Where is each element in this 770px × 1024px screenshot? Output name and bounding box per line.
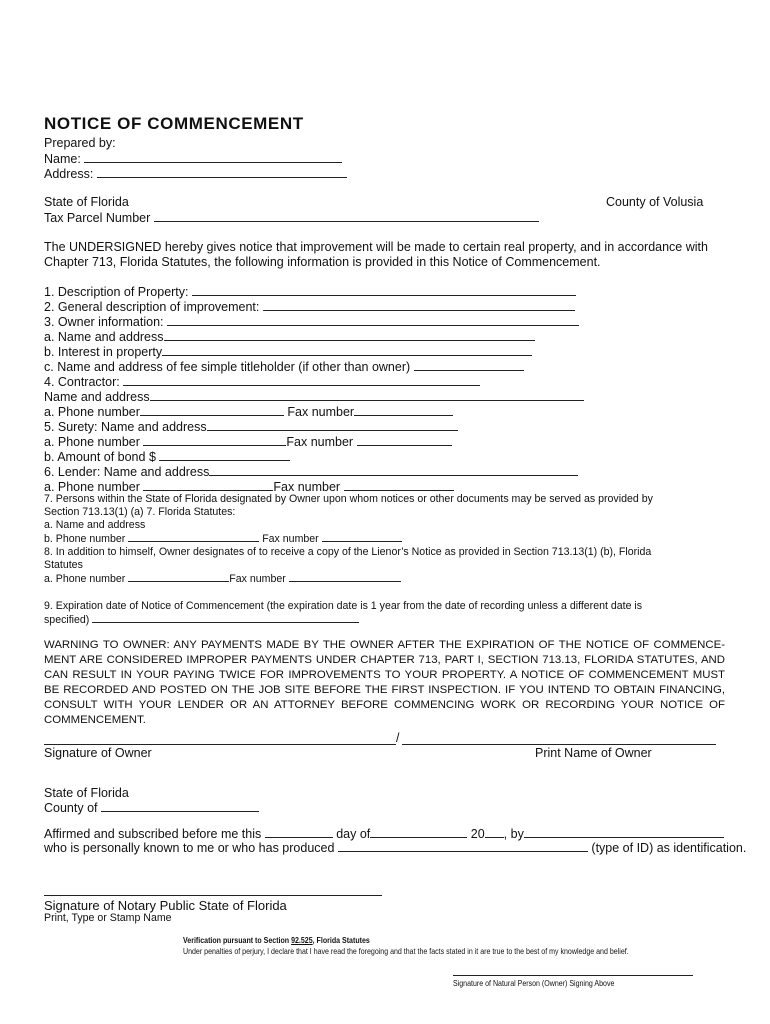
item-3c-label: c. Name and address of fee simple titleholder (if other than owner) <box>44 360 411 374</box>
notary-county-row <box>44 800 259 816</box>
owner-print-name-label: Print Name of Owner <box>535 746 652 760</box>
item-9-label: specified) <box>44 614 90 626</box>
item-2-row <box>44 299 575 315</box>
item-3-blank[interactable] <box>167 314 579 326</box>
item-7-fax-blank[interactable] <box>322 532 402 542</box>
tax-parcel-blank[interactable] <box>154 210 539 222</box>
item-7-phone-blank[interactable] <box>128 532 259 542</box>
item-6-phone-blank[interactable] <box>143 479 273 491</box>
item-6-row <box>44 464 578 480</box>
known-label: who is personally known to me or who has produced <box>44 841 335 855</box>
known-row <box>44 840 746 856</box>
item-5b-blank[interactable] <box>159 449 290 461</box>
item-4-fax-label: Fax number <box>287 405 355 419</box>
item-8-fax-label: Fax number <box>229 573 286 585</box>
item-8-phone-row <box>44 572 401 586</box>
item-5-fax-blank[interactable] <box>357 434 452 446</box>
natural-person-signature-line[interactable] <box>453 975 693 976</box>
item-1-blank[interactable] <box>192 284 576 296</box>
item-1-row <box>44 284 576 300</box>
item-4-fax-blank[interactable] <box>354 404 453 416</box>
item-4-blank[interactable] <box>123 374 480 386</box>
item-3c-row <box>44 359 524 375</box>
item-9-row <box>44 613 359 627</box>
affirmed-by-blank[interactable] <box>524 826 724 838</box>
owner-signature-line[interactable] <box>44 744 396 745</box>
item-7-line-1: 7. Persons within the State of Florida designated by Owner upon whom notices or other documents may be served as provided by <box>44 493 653 505</box>
item-4-label: 4. Contractor: <box>44 375 120 389</box>
item-5-label: 5. Surety: Name and address <box>44 420 207 434</box>
item-3b-label: b. Interest in property <box>44 345 163 359</box>
item-6-fax-blank[interactable] <box>344 479 454 491</box>
affirmed-day-blank[interactable] <box>265 826 333 838</box>
item-3b-row <box>44 344 532 360</box>
verification-title-pre: Verification pursuant to Section <box>183 935 292 945</box>
state-label: State of Florida <box>44 195 129 209</box>
notary-county-blank[interactable] <box>101 800 259 812</box>
item-9-blank[interactable] <box>92 613 359 623</box>
item-4-name-row <box>44 389 584 405</box>
item-7-fax-label: Fax number <box>262 533 319 545</box>
notary-signature-line[interactable] <box>44 895 382 896</box>
notary-signature-label: Signature of Notary Public State of Florida <box>44 898 287 913</box>
item-6-blank[interactable] <box>209 464 578 476</box>
item-3c-blank[interactable] <box>414 359 524 371</box>
item-8-line-2: Statutes <box>44 559 83 571</box>
signature-slash: / <box>396 731 400 745</box>
county-label: County of Volusia <box>606 195 704 209</box>
notary-county-label: County of <box>44 801 98 815</box>
address-label: Address: <box>44 167 94 181</box>
prepared-by-label: Prepared by: <box>44 136 116 150</box>
address-blank[interactable] <box>97 166 347 178</box>
item-7-phone-row <box>44 532 402 546</box>
item-5-phone-label: a. Phone number <box>44 435 140 449</box>
owner-signature-label: Signature of Owner <box>44 746 152 760</box>
item-7-name-label: a. Name and address <box>44 519 146 531</box>
document-title: NOTICE OF COMMENCEMENT <box>44 114 304 133</box>
item-6-fax-label: Fax number <box>273 480 341 494</box>
day-of-label: day of <box>336 827 371 841</box>
item-4-phone-label: a. Phone number <box>44 405 140 419</box>
item-3b-blank[interactable] <box>162 344 532 356</box>
prepared-name-row <box>44 151 342 167</box>
intro-line-2: Chapter 713, Florida Statutes, the following information is provided in this Notice of Commencement. <box>44 255 601 269</box>
owner-print-name-line[interactable] <box>402 744 716 745</box>
item-5-fax-label: Fax number <box>286 435 354 449</box>
warning-text: WARNING TO OWNER: ANY PAYMENTS MADE BY THE OWNER AFTER THE EXPIRATION OF THE NOTICE OF COMMENCE-MENT ARE CONSIDERED IMPROPER PAYMENTS UNDER CHAPTER 713, PART I, SECTION 713.13, FLORIDA STATUTES, AND CAN RESULT IN YOUR PAYING TWICE FOR IMPROVEMENTS TO YOUR PROPERTY. A NOTICE OF COMMENCEMENT MUST BE RECORDED AND POSTED ON THE JOB SITE BEFORE THE FIRST INSPECTION. IF YOU INTEND TO OBTAIN FINANCING, CONSULT WITH YOUR LENDER OR AN ATTORNEY BEFORE COMMENCING WORK OR RECORDING YOUR NOTICE OF COMMENCEMENT. <box>44 639 725 726</box>
item-3a-label: a. Name and address <box>44 330 164 344</box>
item-4-phone-row <box>44 404 453 420</box>
item-4-name-label: Name and address <box>44 390 150 404</box>
item-8-phone-label: a. Phone number <box>44 573 126 585</box>
item-2-blank[interactable] <box>263 299 575 311</box>
item-3-label: 3. Owner information: <box>44 315 164 329</box>
section-92-525-link[interactable]: 92.525 <box>291 935 313 945</box>
item-7-line-2: Section 713.13(1) (a) 7. Florida Statutes: <box>44 506 236 518</box>
item-5-phone-row <box>44 434 452 450</box>
verification-title-post: , Florida Statutes <box>312 935 370 945</box>
affirmed-month-blank[interactable] <box>370 826 467 838</box>
name-blank[interactable] <box>84 151 342 163</box>
item-5-blank[interactable] <box>207 419 458 431</box>
verification-text: Under penalties of perjury, I declare that I have read the foregoing and that the facts stated in it are true to the best of my knowledge and belief. <box>183 946 629 956</box>
item-5-row <box>44 419 458 435</box>
verification-title <box>183 935 370 946</box>
item-3a-blank[interactable] <box>164 329 535 341</box>
natural-person-signature-label: Signature of Natural Person (Owner) Signing Above <box>453 978 615 988</box>
intro-line-1: The UNDERSIGNED hereby gives notice that improvement will be made to certain real property, and in accordance with <box>44 240 708 254</box>
item-7-phone-label: b. Phone number <box>44 533 126 545</box>
item-8-fax-blank[interactable] <box>289 572 401 582</box>
item-5b-label: b. Amount of bond $ <box>44 450 156 464</box>
prepared-address-row <box>44 166 347 182</box>
item-1-label: 1. Description of Property: <box>44 285 189 299</box>
name-label: Name: <box>44 152 81 166</box>
affirmed-year-blank[interactable] <box>485 826 504 838</box>
item-3-row <box>44 314 579 330</box>
item-3a-row <box>44 329 535 345</box>
item-6-phone-label: a. Phone number <box>44 480 140 494</box>
item-5b-row <box>44 449 290 465</box>
affirmed-label: Affirmed and subscribed before me this <box>44 827 262 841</box>
item-6-label: 6. Lender: Name and address <box>44 465 210 479</box>
item-9-line-1: 9. Expiration date of Notice of Commencement (the expiration date is 1 year from the date of recording unless a different date is <box>44 600 643 612</box>
id-type-blank[interactable] <box>338 840 588 852</box>
id-suffix-label: (type of ID) as identification. <box>591 841 747 855</box>
item-5-phone-blank[interactable] <box>143 434 286 446</box>
notary-state-label: State of Florida <box>44 786 129 800</box>
item-4-name-blank[interactable] <box>150 389 584 401</box>
item-2-label: 2. General description of improvement: <box>44 300 260 314</box>
year-prefix-label: 20 <box>470 827 485 841</box>
tax-parcel-row <box>44 210 539 226</box>
item-8-phone-blank[interactable] <box>128 572 229 582</box>
by-label: , by <box>503 827 524 841</box>
item-4-phone-blank[interactable] <box>140 404 284 416</box>
item-8-line-1: 8. In addition to himself, Owner designates of to receive a copy of the Lienor’s Notice as provided in Section 713.13(1) (b), Florida <box>44 546 652 558</box>
notary-print-label: Print, Type or Stamp Name <box>44 912 172 924</box>
tax-parcel-label: Tax Parcel Number <box>44 211 151 225</box>
item-4-row <box>44 374 480 390</box>
